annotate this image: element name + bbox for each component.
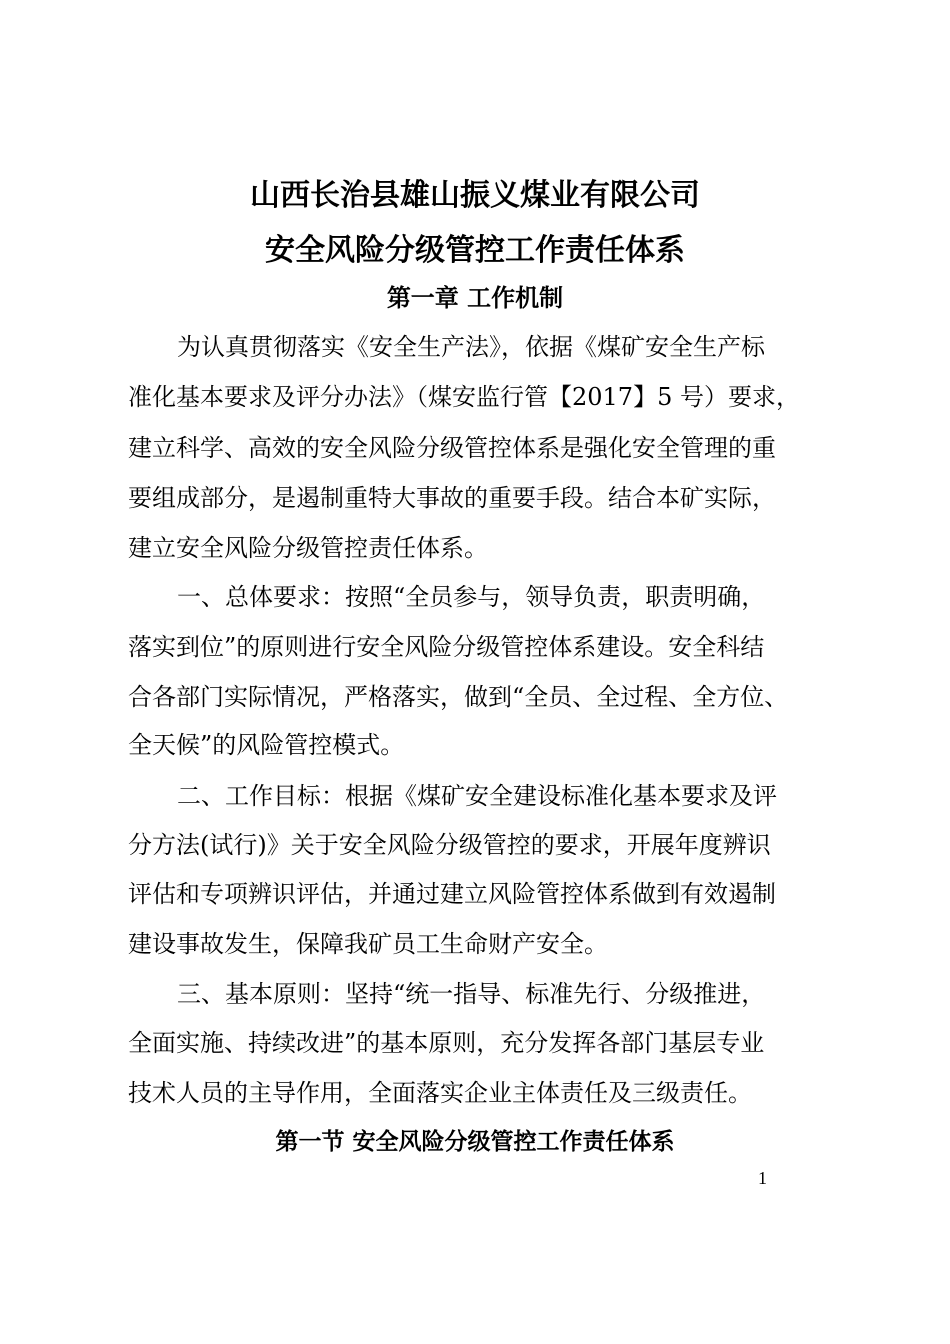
paragraph-3-line-1: 二、工作目标：根据《煤矿安全建设标准化基本要求及评: [177, 782, 777, 810]
paragraph-1-line-3: 建立科学、高效的安全风险分级管控体系是强化安全管理的重: [128, 434, 776, 462]
paragraph-1-line-5: 建立安全风险分级管控责任体系。: [128, 534, 488, 562]
page-number: 1: [758, 1168, 767, 1188]
paragraph-2-line-4: 全天候”的风险管控模式。: [128, 731, 405, 759]
paragraph-3-line-2: 分方法(试行)》关于安全风险分级管控的要求，开展年度辨识: [128, 831, 771, 859]
paragraph-2-line-2: 落实到位”的原则进行安全风险分级管控体系建设。安全科结: [128, 633, 765, 661]
chapter-heading: 第一章 工作机制: [386, 284, 564, 312]
paragraph-1-line-2: 准化基本要求及评分办法》（煤安监行管【2017】5 号）要求，: [128, 383, 800, 411]
paragraph-1-line-1: 为认真贯彻落实《安全生产法》，依据《煤矿安全生产标: [177, 333, 765, 361]
paragraph-4-line-1: 三、基本原则：坚持“统一指导、标准先行、分级推进，: [177, 980, 766, 1008]
document-title-company: 山西长治县雄山振义煤业有限公司: [250, 178, 700, 213]
document-title-system: 安全风险分级管控工作责任体系: [265, 233, 685, 268]
paragraph-3-line-4: 建设事故发生，保障我矿员工生命财产安全。: [128, 930, 608, 958]
paragraph-1-line-4: 要组成部分，是遏制重特大事故的重要手段。结合本矿实际，: [128, 484, 776, 512]
section-heading: 第一节 安全风险分级管控工作责任体系: [275, 1129, 675, 1155]
paragraph-2-line-3: 合各部门实际情况，严格落实，做到“全员、全过程、全方位、: [128, 683, 789, 711]
paragraph-3-line-3: 评估和专项辨识评估，并通过建立风险管控体系做到有效遏制: [128, 880, 776, 908]
paragraph-4-line-2: 全面实施、持续改进”的基本原则，充分发挥各部门基层专业: [128, 1029, 765, 1057]
paragraph-2-line-1: 一、总体要求：按照“全员参与，领导负责，职责明确，: [177, 583, 766, 611]
paragraph-4-line-3: 技术人员的主导作用，全面落实企业主体责任及三级责任。: [128, 1079, 752, 1107]
